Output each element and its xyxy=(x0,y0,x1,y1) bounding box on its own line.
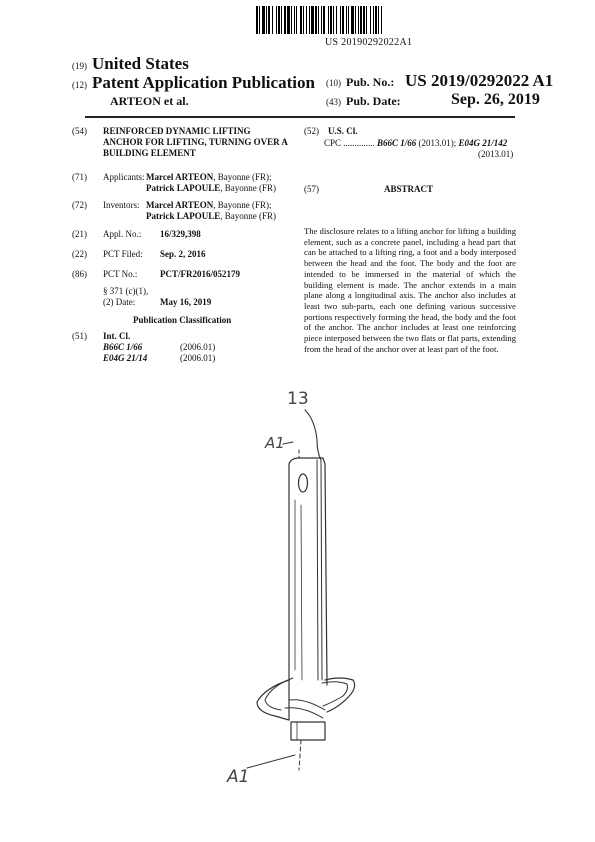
country-code: (19) xyxy=(72,61,87,71)
axis-top-label: A1 xyxy=(265,434,285,452)
pct-no-value: PCT/FR2016/052179 xyxy=(160,269,240,279)
pub-date-label: Pub. Date: xyxy=(346,94,401,108)
patent-title: REINFORCED DYNAMIC LIFTING ANCHOR FOR LIFTING, TURNING OVER A BUILDING ELEMENT xyxy=(103,126,288,158)
barcode-number: US 20190292022A1 xyxy=(325,37,413,48)
applicants-code: (71) xyxy=(72,172,87,182)
abstract-heading: ABSTRACT xyxy=(384,184,434,194)
abstract-text: The disclosure relates to a lifting anchor for lifting a building element, such as a concrete panel, including a head part that can be attached to a lifting ring, a foot and a body interposed between the head and the foot. The body and the foot are intended to be immersed in the material of which the building element is made. The anchor extends in a main plane along a longitudinal axis. The anchor also includes at least two sub-parts, each one defining various successive portions respectively forming the head, the body and the foot of the anchor. The anchor includes at least one reinforcing piece interposed between the two flats or flat parts, extending from the head of the anchor over at least part of the foot. xyxy=(304,226,516,354)
s371-line2: (2) Date: xyxy=(103,297,136,307)
pct-no-code: (86) xyxy=(72,269,87,279)
pct-filed-value: Sep. 2, 2016 xyxy=(160,249,206,259)
pub-date-value: Sep. 26, 2019 xyxy=(451,91,540,108)
intcl-1-class: B66C 1/66 xyxy=(103,342,143,352)
inventor-2: Patrick LAPOULE, Bayonne (FR) xyxy=(146,211,276,221)
inventors-short: ARTEON et al. xyxy=(110,94,189,108)
ref-13-label: 13 xyxy=(287,389,309,409)
inventor-1: Marcel ARTEON, Bayonne (FR); xyxy=(146,200,272,210)
applicant-2: Patrick LAPOULE, Bayonne (FR) xyxy=(146,183,276,193)
pub-date-code: (43) xyxy=(326,97,341,107)
pub-no-value: US 2019/0292022 A1 xyxy=(405,71,554,90)
appl-value: 16/329,398 xyxy=(160,229,201,239)
intcl-2-year: (2006.01) xyxy=(180,353,216,363)
type-code: (12) xyxy=(72,80,87,90)
intcl-2-class: E04G 21/14 xyxy=(103,353,148,363)
intcl-label: Int. Cl. xyxy=(103,331,131,341)
cpc-line: CPC .............. B66C 1/66 (2013.01); E04G 21/142 xyxy=(324,138,508,148)
barcode xyxy=(256,6,468,34)
abstract-code: (57) xyxy=(304,184,319,194)
anchor-foot-right xyxy=(325,678,355,712)
leader-13 xyxy=(305,410,321,460)
axis-bottom-leader xyxy=(247,755,295,768)
appl-code: (21) xyxy=(72,229,87,239)
country-name: United States xyxy=(92,54,189,73)
pct-filed-code: (22) xyxy=(72,249,87,259)
s371-line1: § 371 (c)(1), xyxy=(103,286,149,296)
anchor-drawing xyxy=(225,380,375,800)
applicants-label: Applicants: xyxy=(103,172,145,182)
anchor-head xyxy=(289,458,325,464)
axis-bottom-label: A1 xyxy=(227,767,250,787)
appl-label: Appl. No.: xyxy=(103,229,142,239)
intcl-1-year: (2006.01) xyxy=(180,342,216,352)
pub-no-code: (10) xyxy=(326,78,341,88)
cpc-2-year: (2013.01) xyxy=(478,149,514,159)
pub-no-label: Pub. No.: xyxy=(346,75,395,89)
pub-class-heading: Publication Classification xyxy=(133,315,232,325)
uscl-code: (52) xyxy=(304,126,319,136)
uscl-label: U.S. Cl. xyxy=(328,126,358,136)
s371-value: May 16, 2019 xyxy=(160,297,212,307)
publication-type: Patent Application Publication xyxy=(92,73,315,92)
inventors-label: Inventors: xyxy=(103,200,140,210)
anchor-head-hole xyxy=(299,474,308,492)
anchor-foot-left xyxy=(257,680,289,720)
inventors-code: (72) xyxy=(72,200,87,210)
intcl-code: (51) xyxy=(72,331,87,341)
pct-no-label: PCT No.: xyxy=(103,269,138,279)
title-code: (54) xyxy=(72,126,87,136)
header-rule xyxy=(85,116,515,118)
applicant-1: Marcel ARTEON, Bayonne (FR); xyxy=(146,172,272,182)
anchor-base xyxy=(291,722,325,740)
pct-filed-label: PCT Filed: xyxy=(103,249,143,259)
